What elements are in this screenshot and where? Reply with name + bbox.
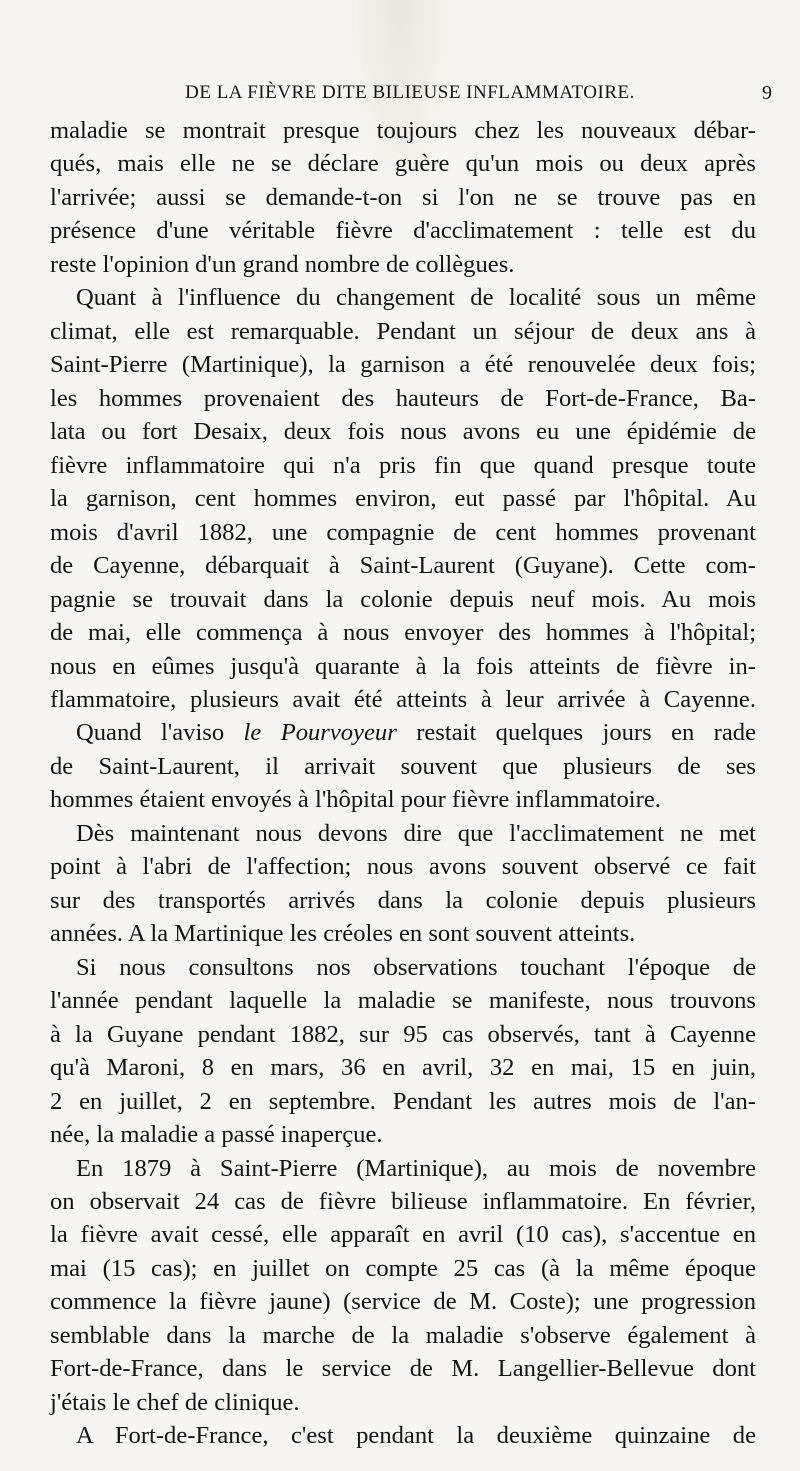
text-line: née, la maladie a passé inaperçue.	[50, 1121, 383, 1149]
text-line: Fort-de-France, dans le service de M. Langellier-Bellevue dont	[50, 1355, 756, 1383]
text-line: de mai, elle commença à nous envoyer des hommes à l'hôpital;	[50, 619, 756, 647]
text-line: 2 en juillet, 2 en septembre. Pendant les autres mois de l'an-	[50, 1087, 756, 1115]
text-line: climat, elle est remarquable. Pendant un séjour de deux ans à	[50, 317, 756, 345]
text-line: fièvre inflammatoire qui n'a pris fin que quand presque toute	[50, 451, 756, 479]
text-line: on observait 24 cas de fièvre bilieuse inflammatoire. En février,	[50, 1188, 756, 1215]
text-line: reste l'opinion d'un grand nombre de collègues.	[50, 250, 515, 278]
paragraph-start-line: Si nous consultons nos observations touchant l'époque de	[76, 953, 756, 981]
text-line: années. A la Martinique les créoles en sont souvent atteints.	[50, 920, 636, 948]
text-line: hommes étaient envoyés à l'hôpital pour fièvre inflammatoire.	[50, 786, 661, 814]
text-line: nous en eûmes jusqu'à quarante à la fois atteints de fièvre in-	[50, 652, 756, 680]
line-text-before: Quand l'aviso	[76, 719, 244, 747]
text-line: la garnison, cent hommes environ, eut passé par l'hôpital. Au	[50, 485, 756, 513]
running-head	[50, 82, 770, 110]
text-line: maladie se montrait presque toujours chez les nouveaux débar-	[50, 117, 756, 144]
text-line: à la Guyane pendant 1882, sur 95 cas observés, tant à Cayenne	[50, 1020, 756, 1048]
text-line: présence d'une véritable fièvre d'acclimatement : telle est du	[50, 217, 756, 245]
text-line: commence la fièvre jaune) (service de M. Coste); une progression	[50, 1288, 756, 1316]
text-line: mois d'avril 1882, une compagnie de cent hommes provenant	[50, 518, 756, 546]
text-line: l'année pendant laquelle la maladie se manifeste, nous trouvons	[50, 987, 756, 1015]
paragraph-start-line	[50, 716, 756, 749]
text-line: point à l'abri de l'affection; nous avons souvent observé ce fait	[50, 853, 756, 881]
text-line: la fièvre avait cessé, elle apparaît en avril (10 cas), s'accentue en	[50, 1221, 756, 1249]
text-line: qu'à Maroni, 8 en mars, 36 en avril, 32 en mai, 15 en juin,	[50, 1054, 756, 1082]
paragraph-start-line: Dès maintenant nous devons dire que l'acclimatement ne met	[76, 819, 756, 847]
paragraph-start-line: A Fort-de-France, c'est pendant la deuxième quinzaine de	[76, 1422, 756, 1450]
text-line: les hommes provenaient des hauteurs de Fort-de-France, Ba-	[50, 384, 756, 412]
text-line: mai (15 cas); en juillet on compte 25 cas (à la même époque	[50, 1254, 756, 1282]
ship-name-italic: le Pourvoyeur	[243, 719, 397, 747]
text-line: flammatoire, plusieurs avait été atteints à leur arrivée à Cayenne.	[50, 685, 756, 713]
paragraph-start-line: En 1879 à Saint-Pierre (Martinique), au mois de novembre	[76, 1154, 756, 1182]
text-line: pagnie se trouvait dans la colonie depuis neuf mois. Au mois	[50, 585, 756, 613]
text-line: l'arrivée; aussi se demande-t-on si l'on ne se trouve pas en	[50, 183, 756, 211]
text-line: qués, mais elle ne se déclare guère qu'un mois ou deux après	[50, 150, 756, 178]
text-line: lata ou fort Desaix, deux fois nous avons eu une épidémie de	[50, 418, 756, 446]
text-line: sur des transportés arrivés dans la colonie depuis plusieurs	[50, 886, 756, 914]
text-line: j'étais le chef de clinique.	[50, 1388, 300, 1416]
page-number: 9	[762, 82, 772, 104]
paragraph-start-line: Quant à l'influence du changement de localité sous un même	[76, 284, 756, 312]
text-line: de Saint-Laurent, il arrivait souvent que plusieurs de ses	[50, 752, 756, 780]
line-text-after: restait quelques jours en rade	[396, 719, 757, 747]
body-text	[50, 114, 756, 1453]
running-title: DE LA FIÈVRE DITE BILIEUSE INFLAMMATOIRE.	[185, 82, 635, 103]
text-line: Saint-Pierre (Martinique), la garnison a été renouvelée deux fois;	[50, 351, 756, 379]
text-line: de Cayenne, débarquait à Saint-Laurent (Guyane). Cette com-	[50, 552, 756, 580]
text-line: semblable dans la marche de la maladie s'observe également à	[50, 1321, 756, 1349]
